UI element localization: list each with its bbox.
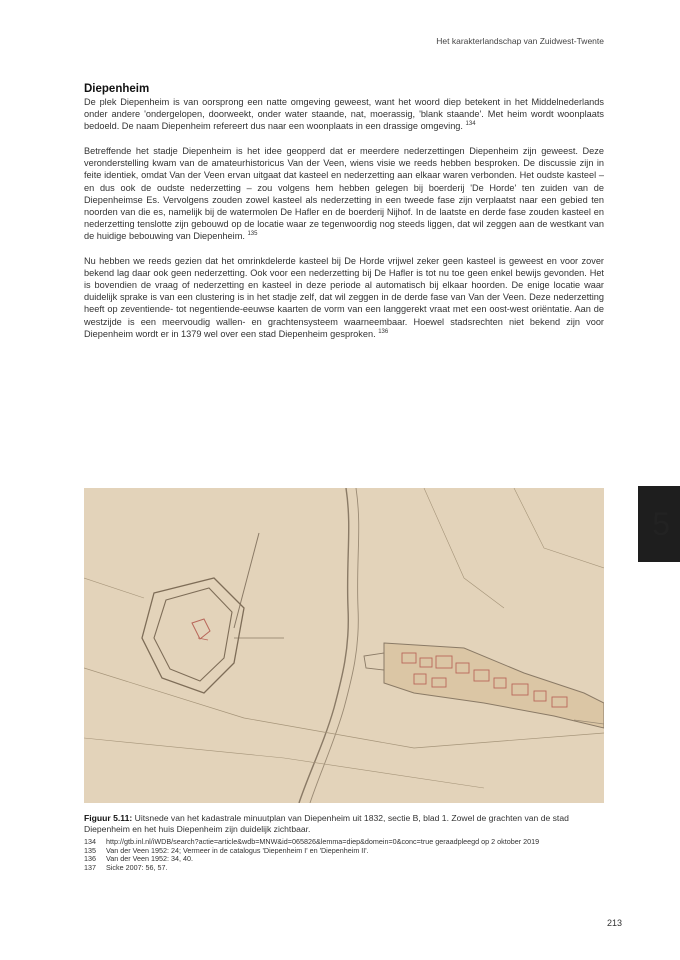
footnote-text: Van der Veen 1952: 24; Vermeer in de catalogus 'Diepenheim I' en 'Diepenheim II'. — [106, 845, 369, 855]
paragraph-text: Nu hebben we reeds gezien dat het omrinkdelerde kasteel bij De Horde vrijwel zeker geen kasteel is geweest en voor zover bekend lag daar ook geen nederzetting. Ook voor een nederzetting bij De Hafler is tot nu toe geen enkel bewijs gevonden. Het is bovendien de vraag of nederzetting en kasteel in deze periode al automatisch bij elkaar hoorden. De enige locatie waar duidelijk sprake is van een clustering is in het stadje zelf, dat wil zeggen in de derde fase van Van der Veen. Deze nederzetting heeft op zeventiende- tot negentiende-eeuwse kaarten de vorm van een langgerekt vraat met een oost-west oriëntatie. Aan de westzijde is een meervoudig wallen- en grachtensysteem waarneembaar. Hoewel stadsrechten niet bekend zijn voor Diepenheim wordt er in 1379 wel over een stad Diepenheim gesproken. — [84, 256, 604, 339]
map-drawing — [84, 488, 604, 803]
footnote-number: 134 — [84, 837, 96, 846]
footnote-text: http://gtb.inl.nl/iWDB/search?actie=article&wdb=MNW&id=065826&lemma=diep&domein=0&conc=true geraadpleegd op 2 oktober 2019 — [106, 837, 540, 846]
historic-cadastral-map — [84, 488, 604, 803]
section-title: Diepenheim — [84, 83, 150, 95]
figure-caption-text: Uitsnede van het kadastrale minuutplan van Diepenheim uit 1832, sectie B, blad 1. Zowel de grachten van de stad Diepenheim en het huis Diepenheim zijn duidelijk zichtbaar. — [84, 813, 569, 834]
footnote-text: Van der Veen 1952: 34, 40. — [106, 854, 193, 864]
footnote-ref[interactable]: 134 — [465, 121, 476, 128]
footnote-number: 136 — [84, 854, 96, 864]
paragraph-3 — [84, 255, 604, 340]
footnote-number: 137 — [84, 862, 96, 872]
figure-label: Figuur 5.11: — [84, 813, 133, 823]
paragraph-text: Betreffende het stadje Diepenheim is het idee geopperd dat er meerdere nederzettingen Diepenheim zijn geweest. Deze veronderstelling kwam van de amateurhistoricus Van der Veen, wiens visie we reeds hebben besproken. De discussie zijn in feite identiek, omdat Van der Veen ervan uitgaat dat kasteel en nederzetting aan elkaar waren verbonden. Het oudste kasteel – en dus ook de oudste nederzetting – zou volgens hem hebben gelegen bij boerderij 'De Horde' ten zuiden van de Diepenheimse Es. Vervolgens zouden zowel kasteel als nederzetting in een tweede fase zijn verplaatst naar een gebied ten noorden van die es, namelijk bij de watermolen De Hafler en de boerderij Nijhof. In de laatste en derde fase zouden kasteel en nederzetting tenslotte zijn gebouwd op de locatie waar ze tegenwoordig nog steeds liggen, dat wil zeggen aan de westkant van de huidige bebouwing van Diepenheim. — [84, 146, 604, 241]
paragraph-text: De plek Diepenheim is van oorsprong een natte omgeving geweest, want het woord diep betekent in het Middelnederlands onder andere 'ondergelopen, doorweekt, onder water staande, nat, moerassig, 'blank staande'. Met heim wordt woonplaats bedoeld. De naam Diepenheim refereert dus naar een woonplaats in een drassige omgeving. — [84, 97, 604, 132]
figure-caption — [84, 813, 604, 835]
main-text — [84, 82, 604, 353]
footnote-ref[interactable]: 135 — [247, 230, 258, 237]
running-header: Het karakterlandschap van Zuidwest-Twente — [436, 36, 604, 46]
paragraph-1 — [84, 96, 604, 132]
footnotes — [84, 838, 604, 872]
footnote — [84, 864, 604, 873]
paragraph-2 — [84, 145, 604, 242]
footnote-text: Sicke 2007: 56, 57. — [106, 862, 168, 872]
page-number: 213 — [606, 918, 622, 928]
footnote-ref[interactable]: 136 — [378, 328, 389, 335]
footnote-number: 135 — [84, 845, 96, 855]
chapter-number: 5 — [652, 506, 670, 542]
